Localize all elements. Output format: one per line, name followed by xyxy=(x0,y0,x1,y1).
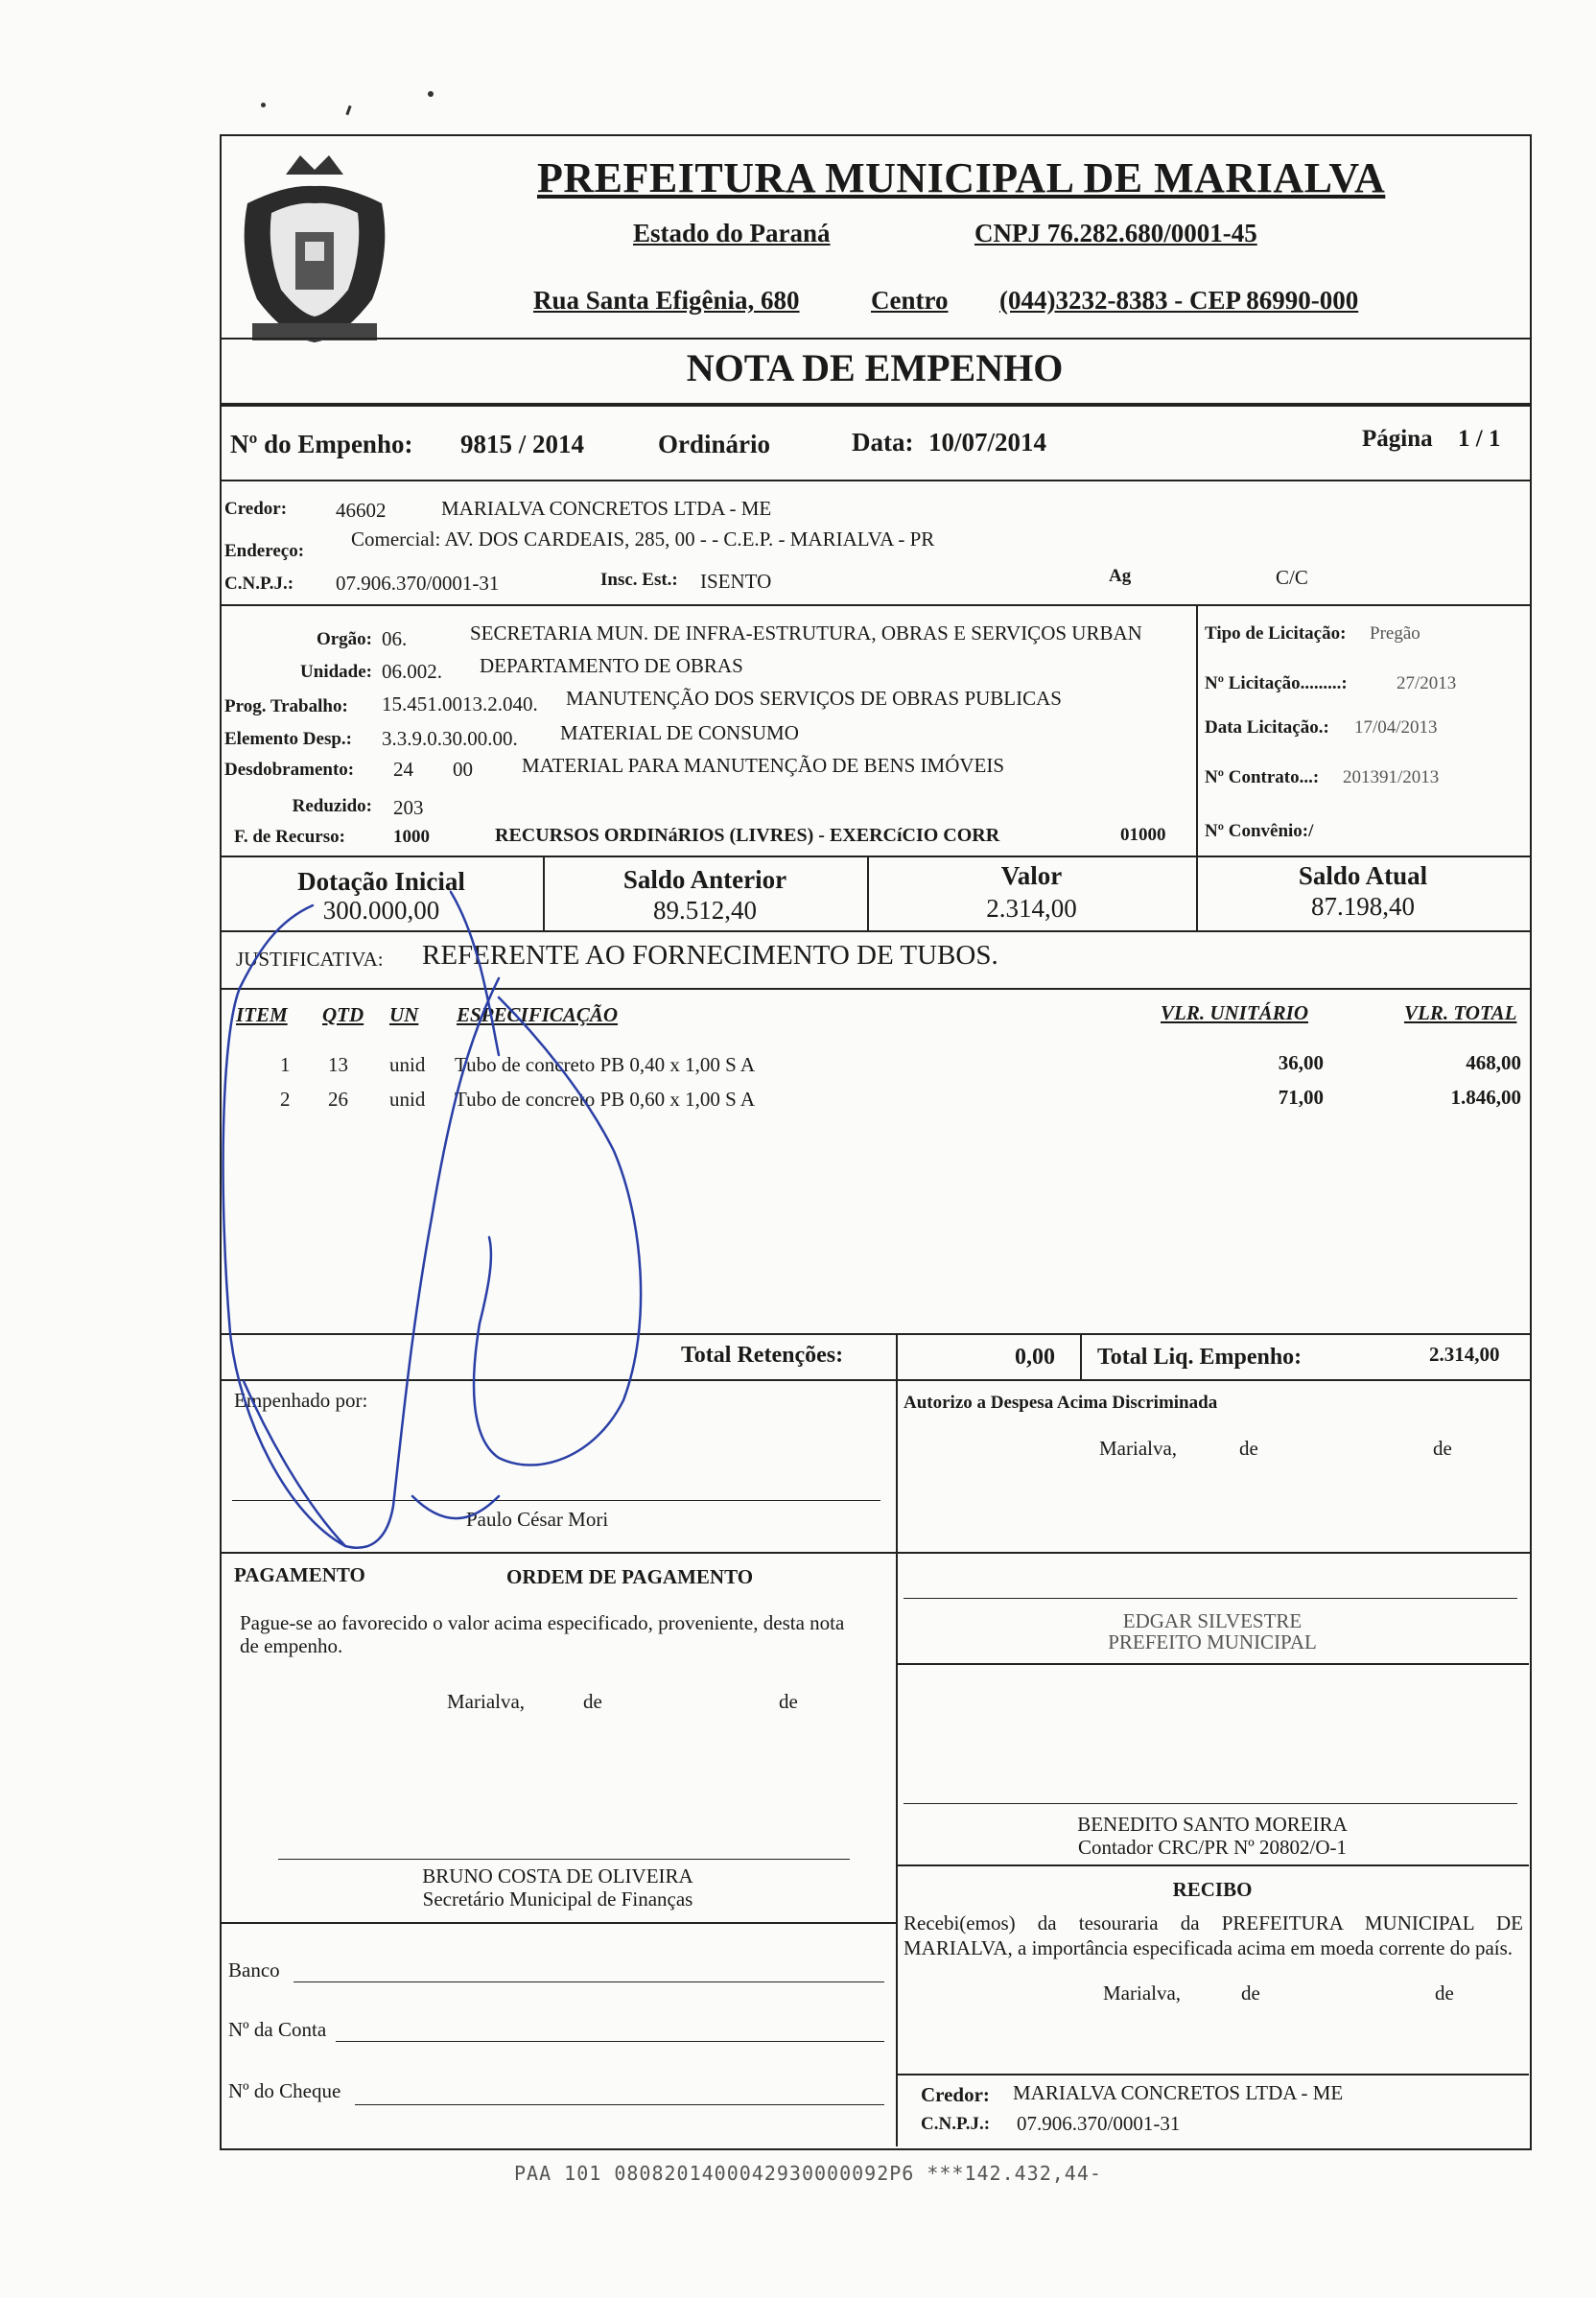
pagamento-de2: de xyxy=(779,1690,798,1713)
prog-desc: MANUTENÇÃO DOS SERVIÇOS DE OBRAS PUBLICAS xyxy=(566,687,1062,710)
header-vlr-unitario: VLR. UNITÁRIO xyxy=(1161,1001,1309,1024)
autorizo-de1: de xyxy=(1239,1437,1258,1460)
credor-label: Credor: xyxy=(224,499,288,519)
total-liq-value: 2.314,00 xyxy=(1429,1343,1500,1366)
recurso-code: 1000 xyxy=(393,827,430,847)
header-especificacao: ESPECIFICAÇÃO xyxy=(457,1003,619,1026)
justificativa-text: REFERENTE AO FORNECIMENTO DE TUBOS. xyxy=(422,940,998,971)
tipo-licitacao-label: Tipo de Licitação: xyxy=(1205,623,1347,644)
contrato-value: 201391/2013 xyxy=(1343,767,1440,787)
district-label: Centro xyxy=(871,286,949,315)
saldo-atual-value: 87.198,40 xyxy=(1311,892,1415,921)
recurso-label: F. de Recurso: xyxy=(234,827,345,847)
empenho-number: 9815 / 2014 xyxy=(460,430,585,458)
insc-value: ISENTO xyxy=(700,570,772,593)
autorizo-city: Marialva, xyxy=(1099,1437,1178,1460)
header-vlr-total: VLR. TOTAL xyxy=(1404,1001,1517,1024)
licitacao-date: 17/04/2013 xyxy=(1354,717,1438,738)
cnpj-header: CNPJ 76.282.680/0001-45 xyxy=(974,219,1257,247)
contador-name: BENEDITO SANTO MOREIRA xyxy=(1077,1813,1348,1836)
desdobramento-code1: 24 xyxy=(393,758,413,781)
desdobramento-label: Desdobramento: xyxy=(224,760,355,780)
row-qtd: 26 xyxy=(328,1088,348,1111)
unidade-label: Unidade: xyxy=(300,662,372,682)
empenhado-name: Paulo César Mori xyxy=(466,1508,609,1531)
footer-authentication-code: PAA 101 0808201400042930000092P6 ***142.432,44- xyxy=(514,2162,1102,2185)
orgao-code: 06. xyxy=(382,627,408,650)
address-value: Comercial: AV. DOS CARDEAIS, 285, 00 - - C.E.P. - MARIALVA - PR xyxy=(351,528,935,551)
credor-code: 46602 xyxy=(336,499,387,522)
prefeito-name: EDGAR SILVESTRE xyxy=(1122,1609,1303,1632)
dotacao-label: Dotação Inicial xyxy=(297,867,465,896)
licitacao-number: 27/2013 xyxy=(1396,673,1457,693)
scan-mark xyxy=(261,103,266,107)
empenho-number-label: Nº do Empenho: xyxy=(230,430,413,458)
insc-label: Insc. Est.: xyxy=(600,570,678,590)
total-retencoes-value: 0,00 xyxy=(1015,1345,1055,1370)
recibo-cnpj-value: 07.906.370/0001-31 xyxy=(1017,2112,1181,2135)
total-liq-label: Total Liq. Empenho: xyxy=(1097,1345,1303,1370)
recibo-credor-label: Credor: xyxy=(921,2083,990,2106)
orgao-desc: SECRETARIA MUN. DE INFRA-ESTRUTURA, OBRAS E SERVIÇOS URBAN xyxy=(470,621,1142,645)
empenho-type: Ordinário xyxy=(658,430,771,458)
address-label: Endereço: xyxy=(224,541,305,561)
row-item: 2 xyxy=(280,1088,291,1111)
empenhado-label: Empenhado por: xyxy=(234,1389,368,1412)
autorizo-text: Autorizo a Despesa Acima Discriminada xyxy=(904,1393,1218,1413)
pagamento-de1: de xyxy=(583,1690,602,1713)
justificativa-label: JUSTIFICATIVA: xyxy=(236,948,384,971)
recibo-de1: de xyxy=(1241,1981,1260,2005)
saldo-atual-label: Saldo Atual xyxy=(1298,861,1428,890)
pagamento-title: PAGAMENTO xyxy=(234,1563,365,1586)
conta-label: Nº da Conta xyxy=(228,2018,327,2041)
banco-label: Banco xyxy=(228,1958,280,1981)
saldo-anterior-value: 89.512,40 xyxy=(653,896,757,925)
row-item: 1 xyxy=(280,1053,291,1076)
recurso-number: 01000 xyxy=(1120,825,1166,845)
reduzido-value: 203 xyxy=(393,796,424,819)
prefeito-title: PREFEITO MUNICIPAL xyxy=(1108,1630,1317,1653)
elemento-desc: MATERIAL DE CONSUMO xyxy=(560,721,799,744)
cc-label: C/C xyxy=(1276,566,1308,589)
prog-code: 15.451.0013.2.040. xyxy=(382,692,538,715)
cnpj-value: 07.906.370/0001-31 xyxy=(336,572,500,595)
valor-label: Valor xyxy=(1000,861,1063,890)
header-item: ITEM xyxy=(236,1003,288,1026)
saldo-anterior-label: Saldo Anterior xyxy=(622,865,787,894)
desdobramento-code2: 00 xyxy=(453,758,473,781)
scan-mark xyxy=(345,106,351,115)
recibo-text: Recebi(emos) da tesouraria da PREFEITURA MUNICIPAL DE MARIALVA, a importância especificada acima em moeda corrente do país. xyxy=(904,1911,1523,1959)
total-retencoes-label: Total Retenções: xyxy=(681,1343,844,1368)
recurso-desc: RECURSOS ORDINáRIOS (LIVRES) - EXERCíCIO CORR xyxy=(495,825,1000,846)
empenho-date-label: Data: xyxy=(852,428,914,457)
ag-label: Ag xyxy=(1109,566,1132,586)
dotacao-value: 300.000,00 xyxy=(322,896,440,925)
valor-value: 2.314,00 xyxy=(986,894,1077,923)
secretario-title: Secretário Municipal de Finanças xyxy=(422,1888,693,1911)
phone-cep: (044)3232-8383 - CEP 86990-000 xyxy=(999,286,1359,315)
cnpj-label: C.N.P.J.: xyxy=(224,574,294,594)
unidade-code: 06.002. xyxy=(382,660,442,683)
scan-mark xyxy=(428,91,434,97)
street-label: Rua Santa Efigênia, 680 xyxy=(533,286,800,315)
tipo-licitacao-value: Pregão xyxy=(1370,623,1420,644)
recibo-title: RECIBO xyxy=(1172,1878,1253,1901)
row-unit-value: 36,00 xyxy=(1278,1051,1324,1074)
desdobramento-desc: MATERIAL PARA MANUTENÇÃO DE BENS IMÓVEIS xyxy=(522,754,1005,777)
header-un: UN xyxy=(389,1003,419,1026)
row-total-value: 1.846,00 xyxy=(1450,1086,1521,1109)
licitacao-number-label: Nº Licitação.........: xyxy=(1205,673,1348,693)
contrato-label: Nº Contrato...: xyxy=(1205,767,1320,787)
state-label: Estado do Paraná xyxy=(633,219,831,247)
secretario-name: BRUNO COSTA DE OLIVEIRA xyxy=(422,1864,693,1888)
recibo-cnpj-label: C.N.P.J.: xyxy=(921,2114,991,2134)
licitacao-date-label: Data Licitação.: xyxy=(1205,717,1329,738)
page-title: PREFEITURA MUNICIPAL DE MARIALVA xyxy=(537,154,1386,201)
row-total-value: 468,00 xyxy=(1466,1051,1521,1074)
ordem-pagamento-title: ORDEM DE PAGAMENTO xyxy=(506,1565,754,1588)
credor-name: MARIALVA CONCRETOS LTDA - ME xyxy=(441,497,772,520)
pagamento-city: Marialva, xyxy=(447,1690,526,1713)
page-label: Página xyxy=(1362,426,1433,452)
unidade-desc: DEPARTAMENTO DE OBRAS xyxy=(480,654,743,677)
contador-title: Contador CRC/PR Nº 20802/O-1 xyxy=(1077,1836,1348,1859)
elemento-code: 3.3.9.0.30.00.00. xyxy=(382,727,518,750)
recibo-de2: de xyxy=(1435,1981,1454,2005)
orgao-label: Orgão: xyxy=(316,629,372,649)
document-title: NOTA DE EMPENHO xyxy=(686,346,1064,389)
page-number: 1 / 1 xyxy=(1458,426,1501,452)
reduzido-label: Reduzido: xyxy=(292,796,372,816)
row-un: unid xyxy=(389,1053,426,1076)
row-qtd: 13 xyxy=(328,1053,348,1076)
convenio-label: Nº Convênio:/ xyxy=(1205,821,1314,841)
row-spec: Tubo de concreto PB 0,40 x 1,00 S A xyxy=(455,1053,756,1076)
row-un: unid xyxy=(389,1088,426,1111)
header-qtd: QTD xyxy=(322,1003,364,1026)
elemento-label: Elemento Desp.: xyxy=(224,729,352,749)
empenho-date: 10/07/2014 xyxy=(928,428,1047,457)
recibo-city: Marialva, xyxy=(1103,1981,1182,2005)
recibo-credor-name: MARIALVA CONCRETOS LTDA - ME xyxy=(1013,2081,1344,2104)
cheque-label: Nº do Cheque xyxy=(228,2079,341,2102)
autorizo-de2: de xyxy=(1433,1437,1452,1460)
pague-text: Pague-se ao favorecido o valor acima especificado, proveniente, desta nota de empenho. xyxy=(240,1611,845,1657)
prog-label: Prog. Trabalho: xyxy=(224,696,348,716)
row-unit-value: 71,00 xyxy=(1278,1086,1324,1109)
row-spec: Tubo de concreto PB 0,60 x 1,00 S A xyxy=(455,1088,756,1111)
